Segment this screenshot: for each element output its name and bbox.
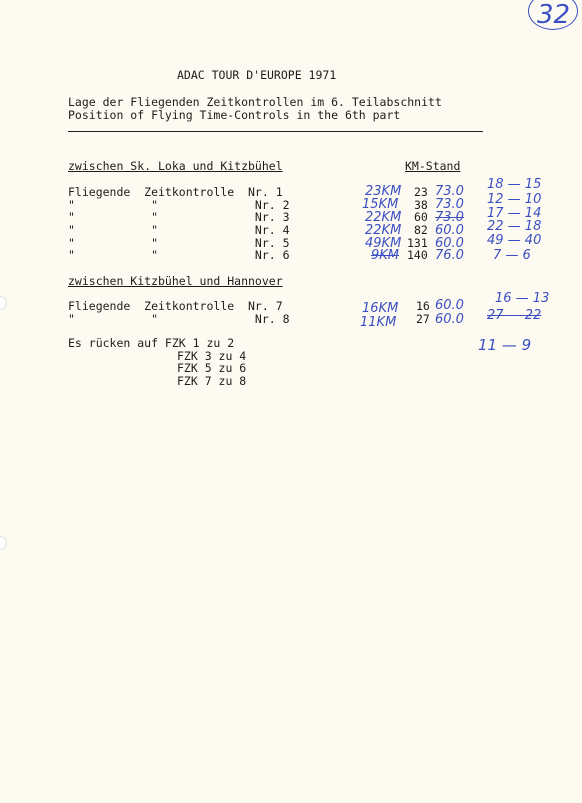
handwritten-km: 49KM [365, 236, 402, 251]
handwritten-range: 7 — 6 [493, 248, 531, 263]
control-row-label: Fliegende Zeitkontrolle Nr. 1 [68, 185, 283, 199]
moves-intro: Es rücken auf FZK 1 zu 2 [68, 336, 235, 350]
control-row-label: " " Nr. 5 [68, 236, 290, 250]
handwritten-range: 49 — 40 [487, 233, 542, 248]
header-rule [68, 131, 483, 132]
control-row-label: " " Nr. 4 [68, 223, 290, 237]
control-row-label: Fliegende Zeitkontrolle Nr. 7 [68, 299, 283, 313]
handwritten-km: 15KM [362, 197, 399, 212]
handwritten-range: 12 — 10 [487, 192, 542, 207]
handwritten-range: 18 — 15 [487, 177, 542, 192]
typed-km: 60 [414, 210, 428, 224]
section2-heading: zwischen Kitzbühel und Hannover [68, 274, 283, 288]
typed-km: 82 [414, 223, 428, 237]
handwritten-range: 22 — 18 [487, 219, 542, 234]
control-row-label: " " Nr. 8 [68, 312, 290, 326]
handwritten-range: 16 — 13 [495, 291, 550, 306]
handwritten-time: 60.0 [435, 312, 464, 327]
handwritten-time: 76.0 [435, 248, 464, 263]
punch-hole [0, 296, 7, 310]
moves-line: FZK 7 zu 8 [177, 374, 247, 388]
handwritten-km: 9KM [371, 248, 400, 263]
handwritten-correction: 11 — 9 [478, 336, 532, 354]
document-title: ADAC TOUR D'EUROPE 1971 [177, 68, 337, 82]
handwritten-km: 16KM [362, 301, 399, 316]
typed-km: 23 [414, 185, 428, 199]
handwritten-time: 60.0 [435, 223, 464, 238]
subtitle-german: Lage der Fliegenden Zeitkontrollen im 6. Teilabschnitt [68, 95, 442, 109]
handwritten-time: 60.0 [435, 298, 464, 313]
punch-hole [0, 536, 7, 550]
handwritten-km: 23KM [365, 184, 402, 199]
moves-line: FZK 5 zu 6 [177, 361, 247, 375]
typed-km: 131 [407, 236, 428, 250]
handwritten-time: 73.0 [435, 197, 464, 212]
page-number: 32 [537, 0, 571, 30]
handwritten-km: 11KM [360, 315, 397, 330]
handwritten-km: 22KM [365, 210, 402, 225]
typed-km: 27 [416, 312, 430, 326]
typed-km: 140 [407, 248, 428, 262]
control-row-label: " " Nr. 6 [68, 248, 290, 262]
section1-heading: zwischen Sk. Loka und Kitzbühel [68, 159, 283, 173]
handwritten-km: 22KM [365, 223, 402, 238]
typed-km: 16 [416, 299, 430, 313]
control-row-label: " " Nr. 2 [68, 198, 290, 212]
moves-line: FZK 3 zu 4 [177, 349, 247, 363]
handwritten-time: 60.0 [435, 236, 464, 251]
handwritten-time: 73.0 [435, 210, 464, 225]
control-row-label: " " Nr. 3 [68, 210, 290, 224]
typed-km: 38 [414, 198, 428, 212]
subtitle-english: Position of Flying Time-Controls in the 6th part [68, 108, 401, 122]
handwritten-range: 17 — 14 [487, 206, 542, 221]
handwritten-range: 27 — 22 [487, 308, 542, 323]
km-stand-heading: KM-Stand [405, 159, 461, 173]
handwritten-time: 73.0 [435, 184, 464, 199]
